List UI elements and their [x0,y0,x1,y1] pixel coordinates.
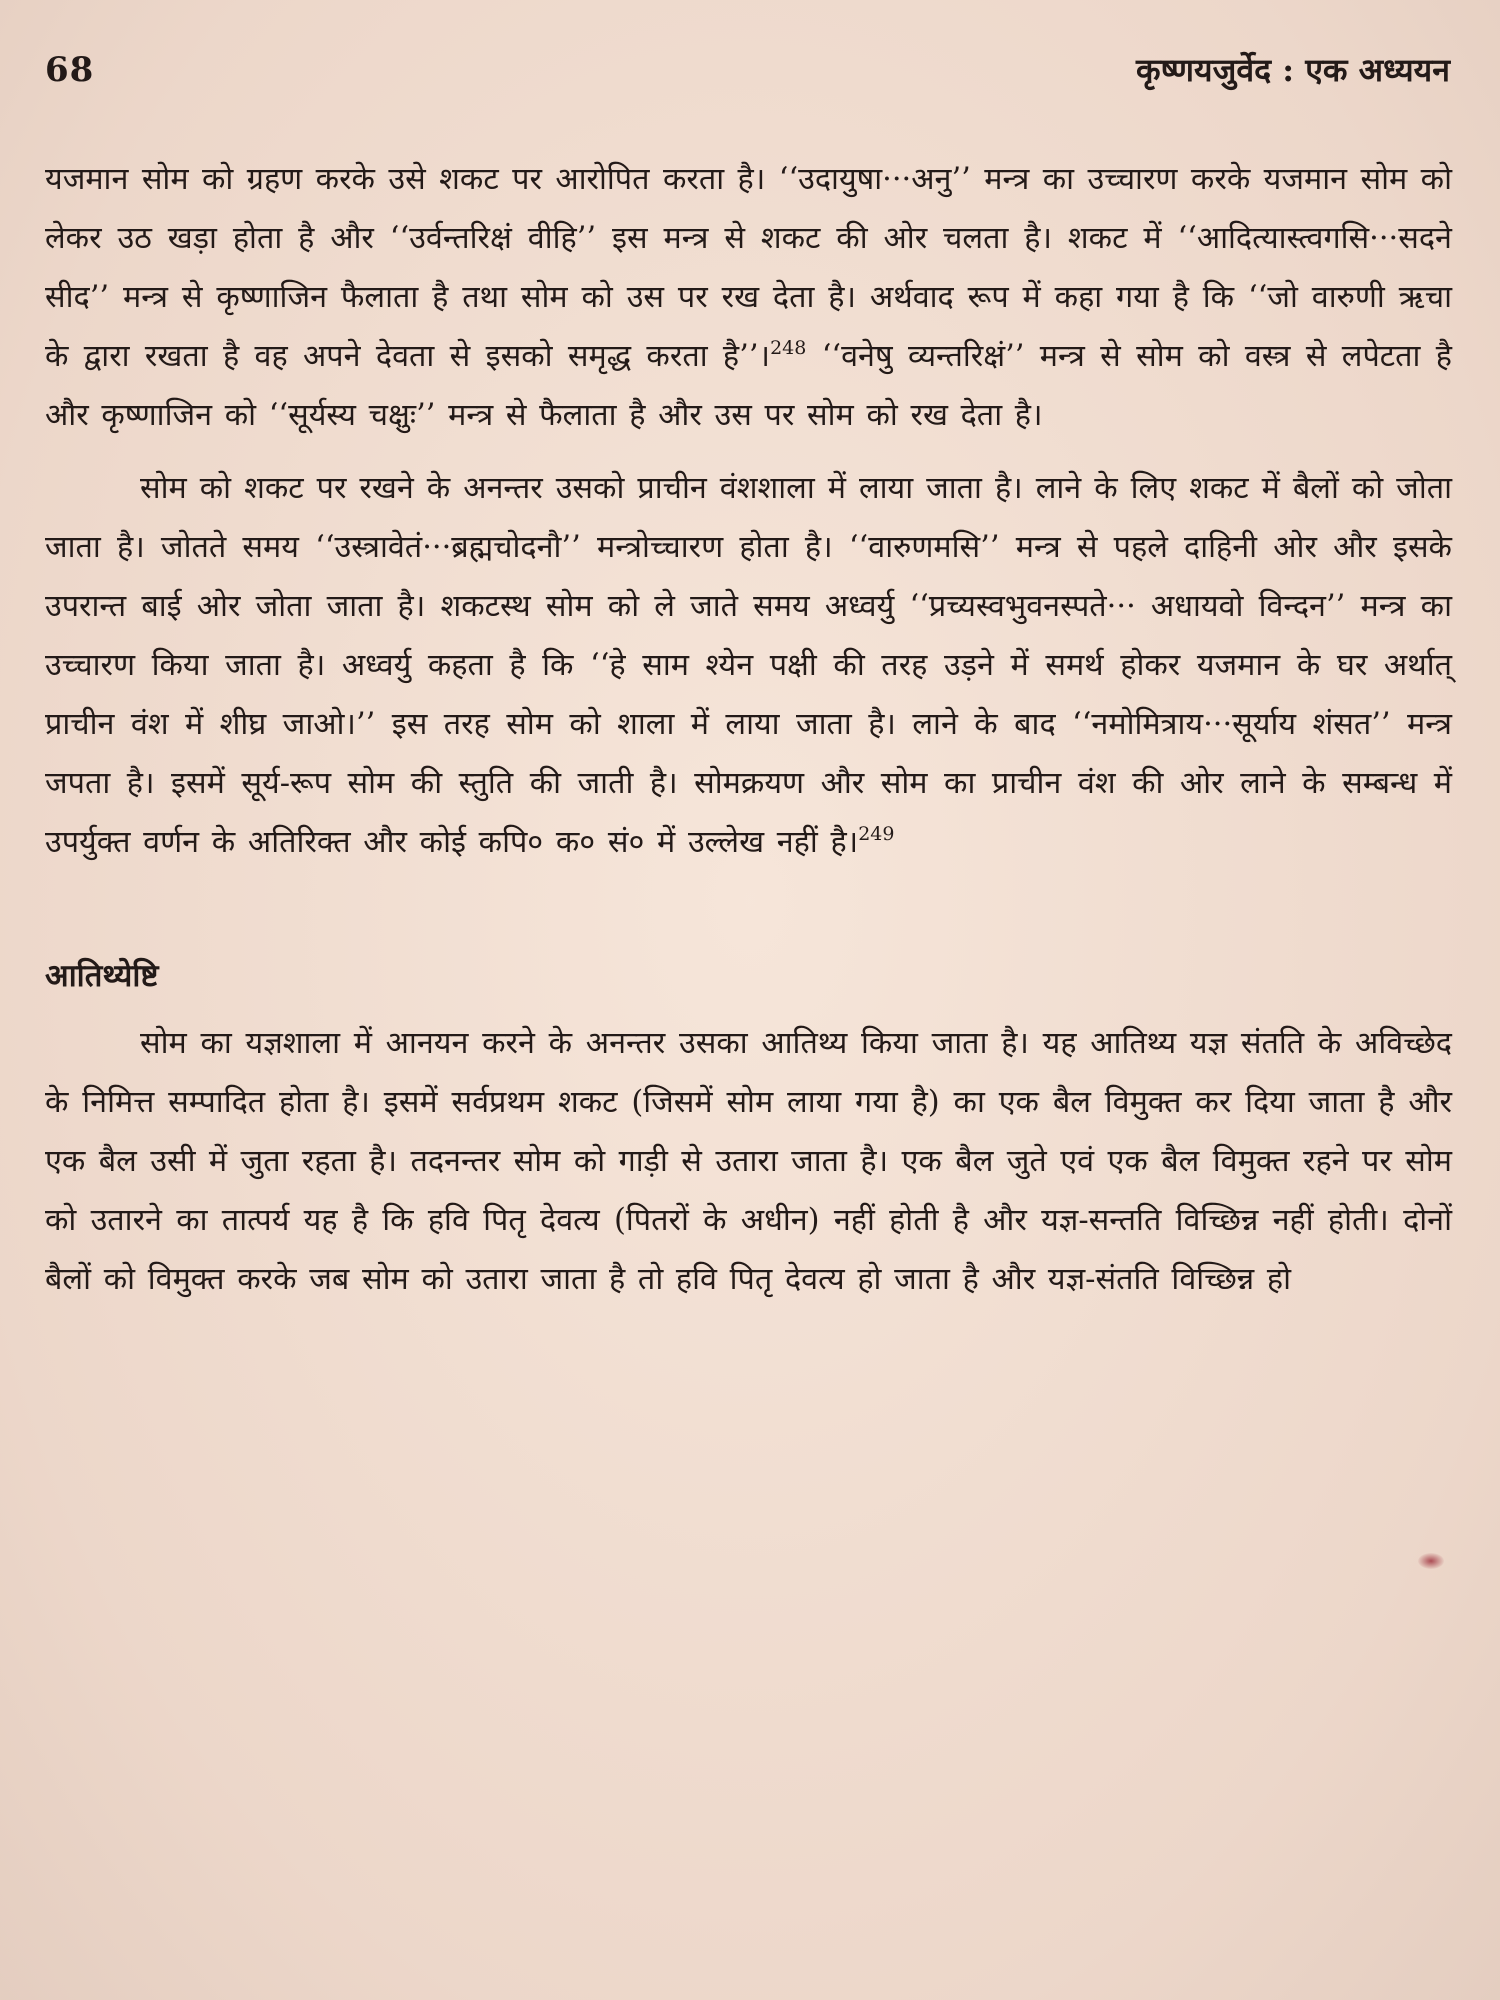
page-body [45,150,1452,1309]
footnote-ref-248: 248 [770,337,807,359]
running-head: कृष्णयजुर्वेद : एक अध्ययन [1136,51,1450,89]
paragraph-1-text-b: ‘‘वनेषु व्यन्तरिक्षं’’ मन्त्र से सोम को वस्त्र से लपेटता है और कृष्णाजिन को ‘‘सूर्यस्य चक्षुः’’ मन्त्र से फैलाता है और उस पर सोम को रख देता है। [45,339,1452,433]
page-number: 68 [45,50,95,90]
paragraph-2 [45,459,1452,872]
section-heading: आतिथ्येष्टि [45,958,159,994]
paragraph-3: सोम का यज्ञशाला में आनयन करने के अनन्तर उसका आतिथ्य किया जाता है। यह आतिथ्य यज्ञ संतति के अविच्छेद के निमित्त सम्पादित होता है। इसमें सर्वप्रथम शकट (जिसमें सोम लाया गया है) का एक बैल विमुक्त कर दिया जाता है और एक बैल उसी में जुता रहता है। तदनन्तर सोम को गाड़ी से उतारा जाता है। एक बैल जुते एवं एक बैल विमुक्त रहने पर सोम को उतारने का तात्पर्य यह है कि हवि पितृ देवत्य (पितरों के अधीन) नहीं होती है और यज्ञ-सन्तति विच्छिन्न नहीं होती। दोनों बैलों को विमुक्त करके जब सोम को उतारा जाता है तो हवि पितृ देवत्य हो जाता है और यज्ञ-संतति विच्छिन्न हो [45,1026,1452,1297]
ink-stain [1418,1553,1444,1569]
paragraph-1 [45,150,1452,445]
paragraph-1-text-a: यजमान सोम को ग्रहण करके उसे शकट पर आरोपित करता है। ‘‘उदायुषा···अनु’’ मन्त्र का उच्चारण करके यजमान सोम को लेकर उठ खड़ा होता है और ‘‘उर्वन्तरिक्षं वीहि’’ इस मन्त्र से शकट की ओर चलता है। शकट में ‘‘आदित्यास्त्वगसि···सदने सीद’’ मन्त्र से कृष्णाजिन फैलाता है तथा सोम को उस पर रख देता है। अर्थवाद रूप में कहा गया है कि ‘‘जो वारुणी ऋचा के द्वारा रखता है वह अपने देवता से इसको समृद्ध करता है’’। [45,162,1452,374]
footnote-ref-249: 249 [858,823,895,845]
page-header [45,48,1450,98]
paragraph-2-text: सोम को शकट पर रखने के अनन्तर उसको प्राचीन वंशशाला में लाया जाता है। लाने के लिए शकट में बैलों को जोता जाता है। जोतते समय ‘‘उस्त्रावेतं···ब्रह्मचोदनौ’’ मन्त्रोच्चारण होता है। ‘‘वारुणमसि’’ मन्त्र से पहले दाहिनी ओर और इसके उपरान्त बाई ओर जोता जाता है। शकटस्थ सोम को ले जाते समय अध्वर्यु ‘‘प्रच्यस्वभुवनस्पते··· अधायवो विन्दन’’ मन्त्र का उच्चारण किया जाता है। अध्वर्यु कहता है कि ‘‘हे साम श्येन पक्षी की तरह उड़ने में समर्थ होकर यजमान के घर अर्थात् प्राचीन वंश में शीघ्र जाओ।’’ इस तरह सोम को शाला में लाया जाता है। लाने के बाद ‘‘नमोमित्राय···सूर्याय शंसत’’ मन्त्र जपता है। इसमें सूर्य-रूप सोम की स्तुति की जाती है। सोमक्रयण और सोम का प्राचीन वंश की ओर लाने के सम्बन्ध में उपर्युक्त वर्णन के अतिरिक्त और कोई कपि० क० सं० में उल्लेख नहीं है। [45,471,1452,860]
